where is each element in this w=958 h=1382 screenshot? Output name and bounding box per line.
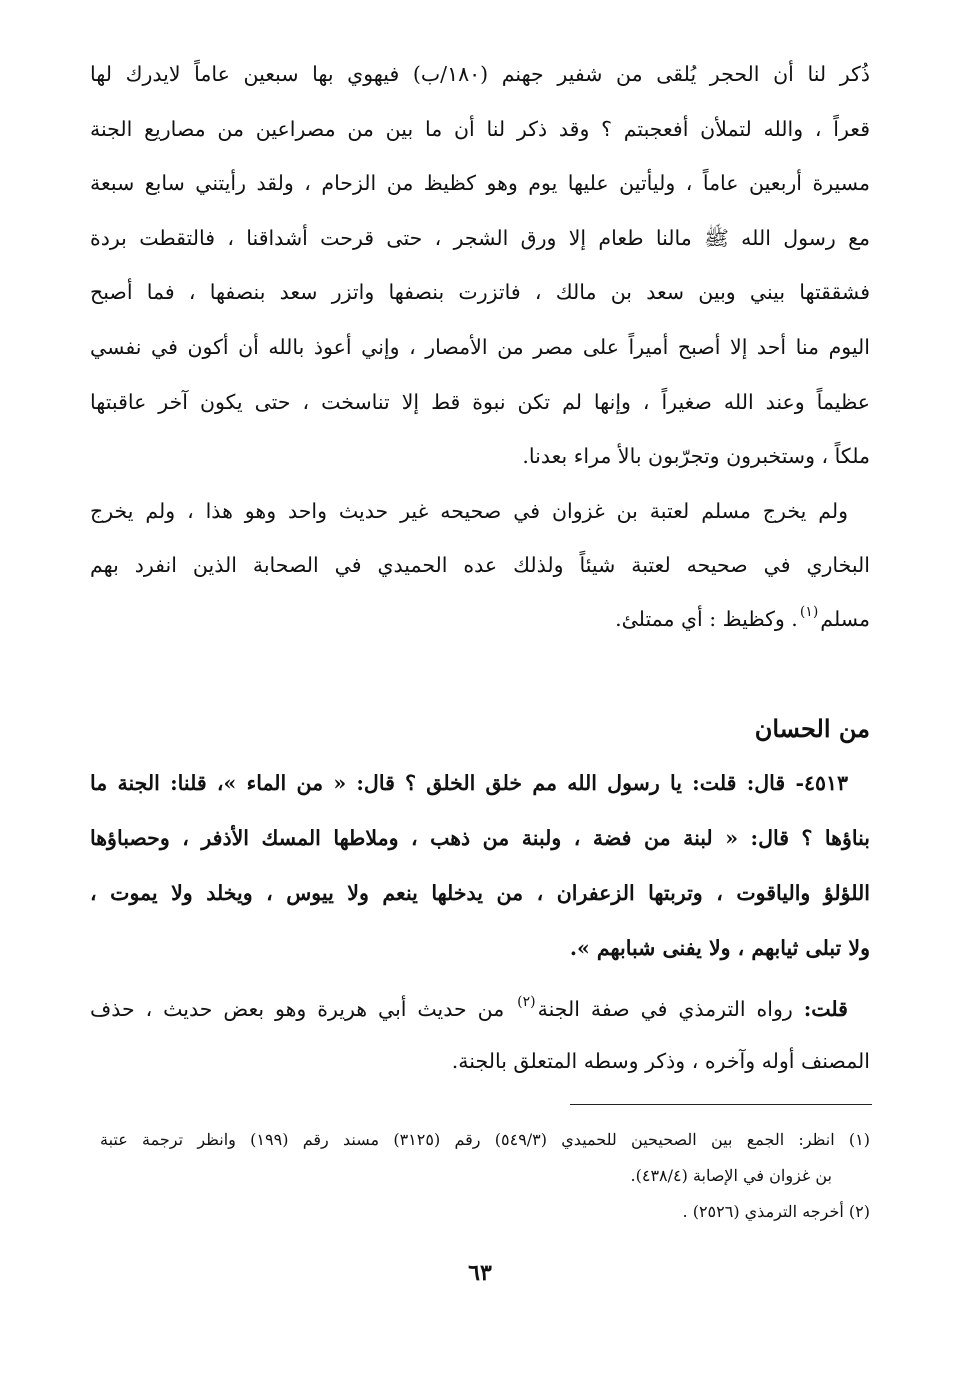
text-line: اللؤلؤ والياقوت ، وتربتها الزعفران ، من يدخلها ينعم ولا ييوس ، ويخلد ولا يموت ، — [90, 880, 870, 905]
text-segment: من حديث أبي هريرة وهو بعض حديث ، حذف — [90, 996, 516, 1021]
hadith-4513 — [90, 761, 870, 981]
footnotes — [100, 1122, 870, 1230]
section-heading: من الحسان — [754, 713, 870, 743]
text-line: المصنف أوله وآخره ، وذكر وسطه المتعلق بالجنة. — [451, 1048, 870, 1073]
text-line: بناؤها ؟ قال: « لبنة من فضة ، ولبنة من ذهب ، وملاطها المسك الأذفر ، وحصباؤها — [90, 825, 870, 850]
commentary-label: قلت: — [803, 996, 848, 1021]
paragraph-1 — [90, 52, 870, 489]
text-line: مسيرة أربعين عاماً ، وليأتين عليها يوم وهو كظيظ من الزحام ، ولقد رأيتني سابع سبعة — [90, 171, 870, 196]
footnote-divider — [570, 1104, 872, 1105]
page-number: ٦٣ — [468, 1260, 492, 1286]
text-line: فشققتها بيني وبين سعد بن مالك ، فاتزرت بنصفها واتزر سعد بنصفها ، فما أصبح — [90, 280, 870, 305]
text-line: ذُكر لنا أن الحجر يُلقى من شفير جهنم (١٨٠/ب) فيهوي بها سبعين عاماً لايدرك لها — [90, 62, 870, 86]
text-segment: رواه الترمذي في صفة الجنة — [537, 996, 804, 1021]
text-line: ملكاً ، وستخبرون وتجرّبون بالأ مراء بعدنا. — [522, 444, 870, 469]
text-segment: مسلم — [820, 606, 870, 631]
text-line: اليوم منا أحد إلا أصبح أميراً على مصر من الأمصار ، وإني أعوذ بالله أن أكون في نفسي — [90, 334, 870, 359]
text-line: عظيماً وعند الله صغيراً ، وإنها لم تكن نبوة قط إلا تناسخت ، حتى يكون آخر عاقبتها — [90, 389, 870, 414]
text-line: ولم يخرج مسلم لعتبة بن غزوان في صحيحه غير حديث واحد وهو هذا ، ولم يخرج — [90, 498, 848, 523]
paragraph-2 — [90, 489, 870, 651]
text-line: مع رسول الله ﷺ مالنا طعام إلا ورق الشجر ، حتى قرحت أشداقنا ، فالتقطت بردة — [90, 225, 870, 250]
text-line — [90, 597, 870, 651]
footnote-ref-1[interactable]: (١) — [799, 603, 819, 620]
text-line: ولا تبلى ثيابهم ، ولا يفنى شبابهم ». — [569, 935, 870, 960]
text-line — [90, 987, 870, 1039]
page-body — [90, 52, 870, 1091]
text-line: البخاري في صحيحه لعتبة شيئاً ولذلك عده الحميدي في الصحابة الذين انفرد بهم — [90, 552, 870, 577]
commentary-paragraph — [90, 987, 870, 1091]
text-segment: . وكظيظ : أي ممتلئ. — [615, 606, 798, 631]
text-line: قعراً ، والله لتملأن أفعجبتم ؟ وقد ذكر لنا أن ما بين من مصراعين من مصاريع الجنة — [90, 116, 870, 141]
text-line: ٤٥١٣- قال: قلت: يا رسول الله مم خلق الخلق ؟ قال: « من الماء »، قلنا: الجنة ما — [90, 770, 848, 795]
footnote-2: (٢) أخرجه الترمذي (٢٥٢٦) . — [682, 1202, 870, 1221]
footnote-ref-2[interactable]: (٢) — [517, 993, 536, 1010]
footnote-1: (١) انظر: الجمع بين الصحيحين للحميدي (٥٤٩/٣) رقم (٣١٢٥) مسند رقم (١٩٩) وانظر ترجمة عتبة — [100, 1130, 870, 1149]
footnote-1-continuation: بن غزوان في الإصابة (٤٣٨/٤). — [630, 1166, 832, 1185]
